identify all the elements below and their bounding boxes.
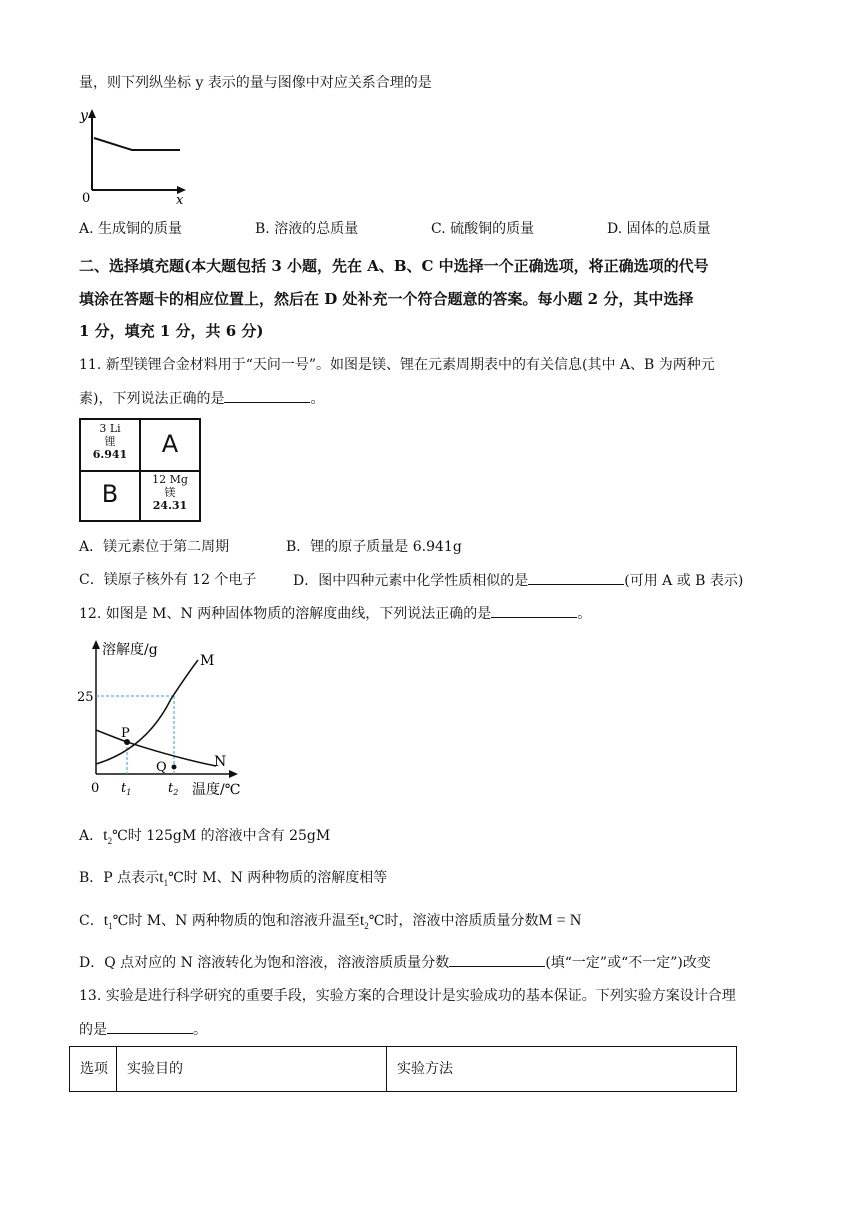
q13-stem-text: 的是 [79,1022,107,1038]
point-q [172,765,177,770]
q13-answer-blank[interactable] [107,1019,193,1034]
q12-option-c-t1: $t_1$ [103,912,113,932]
q11-option-b: B．锂的原子质量是 6.941g [286,539,462,555]
q13-stem-line2 [79,1019,207,1040]
q12-option-d [79,952,711,973]
solubility-y-label: 溶解度/g [102,642,158,658]
q10-graph [76,106,196,206]
q12-stem-text: 12. 如图是 M、N 两种固体物质的溶解度曲线，下列说法正确的是 [79,606,492,622]
li-number-symbol: 3 Li [99,422,121,435]
q11-option-d-blank[interactable] [528,570,624,585]
q12-option-b-label: B．P 点表示 [79,870,160,886]
q12-stem-end: 。 [577,606,592,622]
q11-stem-line2 [79,388,324,409]
q12-option-c-text2: ℃时，溶液中溶质质量分数 [368,913,539,929]
q12-stem [79,603,591,624]
q12-option-c-label: C． [79,913,104,929]
q12-answer-blank[interactable] [491,603,577,618]
section2-line2: 填涂在答题卡的相应位置上，然后在 D 处补充一个符合题意的答案。每小题 2 分，其中选择 [79,290,694,308]
q12-option-c-t2: $t_2$ [359,912,369,932]
q10-option-d: D. 固体的总质量 [607,221,711,237]
q12-option-c-eq: M = N [538,912,582,929]
q12-option-a [79,826,330,851]
q12-option-c-text: ℃时 M、N 两种物质的饱和溶液升温至 [112,913,360,929]
q11-option-c: C．镁原子核外有 12 个电子 [79,572,257,588]
q10-option-b: B. 溶液的总质量 [255,221,359,237]
header-option: 选项 [70,1047,117,1091]
q11-option-d [293,570,743,591]
q11-stem-line1: 11. 新型镁锂合金材料用于“天问一号”。如图是镁、锂在元素周期表中的有关信息(其中 A、B 为两种元 [79,357,715,373]
cell-b: B [101,480,119,508]
q13-stem-line1: 13. 实验是进行科学研究的重要手段，实验方案的合理设计是实验成功的基本保证。下列实验方案设计合理 [79,988,736,1004]
curve-n-label: N [214,754,227,770]
q12-option-a-label: A． [79,828,104,844]
q10-x-label: x [176,193,184,206]
experiment-table [69,1046,737,1092]
q12-option-a-t: $t_2$ [103,827,113,847]
li-name: 锂 [104,435,116,448]
mg-number-symbol: 12 Mg [152,473,188,486]
q11-option-d-text: D．图中四种元素中化学性质相似的是 [293,573,529,589]
q11-option-a: A．镁元素位于第二周期 [79,539,230,555]
header-method: 实验方法 [397,1061,453,1077]
q12-option-d-blank[interactable] [449,952,545,967]
q11-option-d-note: (可用 A 或 B 表示) [624,573,744,589]
cell-magnesium [141,473,199,521]
section2-line3: 1 分，填充 1 分，共 6 分) [79,322,264,340]
mg-mass: 24.31 [152,499,188,512]
q12-option-b-text: ℃时 M、N 两种物质的溶解度相等 [168,870,388,886]
q10-stem: 量，则下列纵坐标 y 表示的量与图像中对应关系合理的是 [79,75,432,91]
curve-m-label: M [200,653,215,669]
q13-stem-end: 。 [193,1022,207,1038]
q10-option-c: C. 硫酸铜的质量 [431,221,535,237]
solubility-x-label: 温度/℃ [192,782,241,798]
mg-name: 镁 [164,486,176,499]
li-mass: 6.941 [92,448,128,461]
q12-option-c [79,911,581,936]
q12-option-b-t: $t_1$ [159,869,169,889]
q12-option-d-note: (填“一定”或“不一定”)改变 [545,955,711,971]
origin-label: 0 [91,781,100,796]
tick-t1: $t_1$ [121,781,132,797]
point-p-label: P [121,726,130,741]
q10-y-label: y [80,108,88,124]
cell-a: A [161,430,179,458]
tick-25: 25 [77,690,94,705]
tick-t2: $t_2$ [168,781,179,797]
section2-line1: 二、选择填充题(本大题包括 3 小题，先在 A、B、C 中选择一个正确选项，将正确选项的代号 [79,257,709,275]
q12-option-a-text: ℃时 125gM 的溶液中含有 25gM [112,828,331,844]
q10-option-a: A. 生成铜的质量 [79,221,183,237]
q12-option-d-text: D．Q 点对应的 N 溶液转化为饱和溶液，溶液溶质质量分数 [79,955,450,971]
q12-option-b [79,868,387,893]
q11-stem-end: 。 [310,391,325,407]
solubility-graph [76,634,256,802]
q11-stem-text: 素)，下列说法正确的是 [79,391,225,407]
periodic-table-fragment [79,418,201,522]
point-q-label: Q [156,760,167,775]
header-purpose: 实验目的 [117,1047,387,1091]
cell-lithium [81,422,139,470]
q10-origin: 0 [82,191,91,206]
q11-answer-blank[interactable] [224,388,310,403]
